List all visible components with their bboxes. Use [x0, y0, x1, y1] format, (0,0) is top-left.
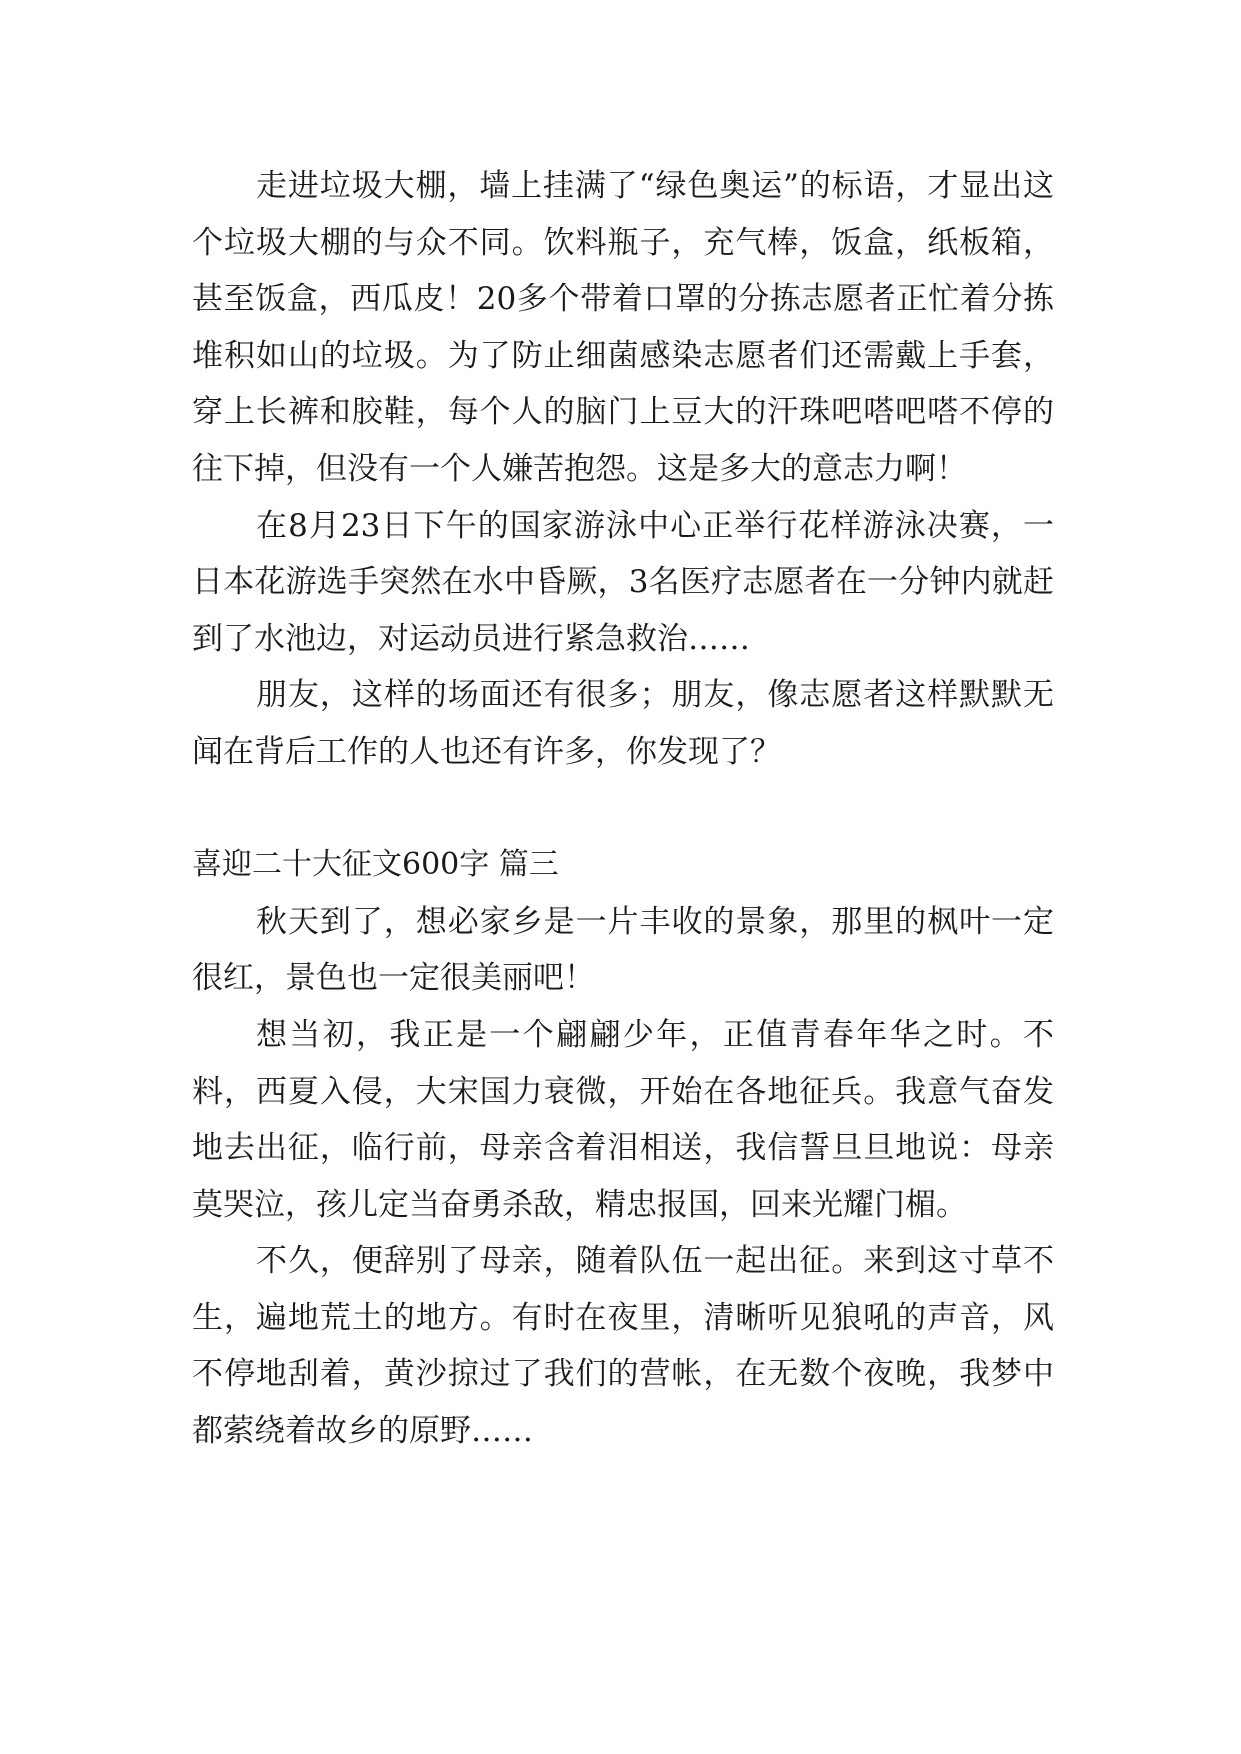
- paragraph-enlistment: 想当初，我正是一个翩翩少年，正值青春年华之时。不料，西夏入侵，大宋国力衰微，开始在各地征兵。我意气奋发地去出征，临行前，母亲含着泪相送，我信誓旦旦地说：母亲莫哭泣，孩儿定当奋勇杀敌，精忠报国，回来光耀门楣。: [192, 1016, 1054, 1223]
- paragraph-friends-question: 朋友，这样的场面还有很多；朋友，像志愿者这样默默无闻在背后工作的人也还有许多，你发现了？: [192, 677, 1054, 770]
- paragraph-medical-volunteers: 在8月23日下午的国家游泳中心正举行花样游泳决赛，一日本花游选手突然在水中昏厥，3名医疗志愿者在一分钟内就赶到了水池边，对运动员进行紧急救治……: [192, 507, 1054, 657]
- section-heading: 喜迎二十大征文600字 篇三: [192, 847, 559, 883]
- paragraph-autumn-hometown: 秋天到了，想必家乡是一片丰收的景象，那里的枫叶一定很红，景色也一定很美丽吧！: [192, 903, 1054, 997]
- document-body: [192, 158, 1054, 1460]
- paragraph-frontier-night: 不久，便辞别了母亲，随着队伍一起出征。来到这寸草不生，遍地荒土的地方。有时在夜里，清晰听见狼吼的声音，风不停地刮着，黄沙掠过了我们的营帐，在无数个夜晚，我梦中都萦绕着故乡的原野……: [192, 1243, 1054, 1450]
- paragraph-recycling-volunteers: 走进垃圾大棚，墙上挂满了“绿色奥运”的标语，才显出这个垃圾大棚的与众不同。饮料瓶子，充气棒，饭盒，纸板箱，甚至饭盒，西瓜皮！20多个带着口罩的分拣志愿者正忙着分拣堆积如山的垃圾。为了防止细菌感染志愿者们还需戴上手套，穿上长裤和胶鞋，每个人的脑门上豆大的汗珠吧嗒吧嗒不停的往下掉，但没有一个人嫌苦抱怨。这是多大的意志力啊！: [192, 168, 1054, 487]
